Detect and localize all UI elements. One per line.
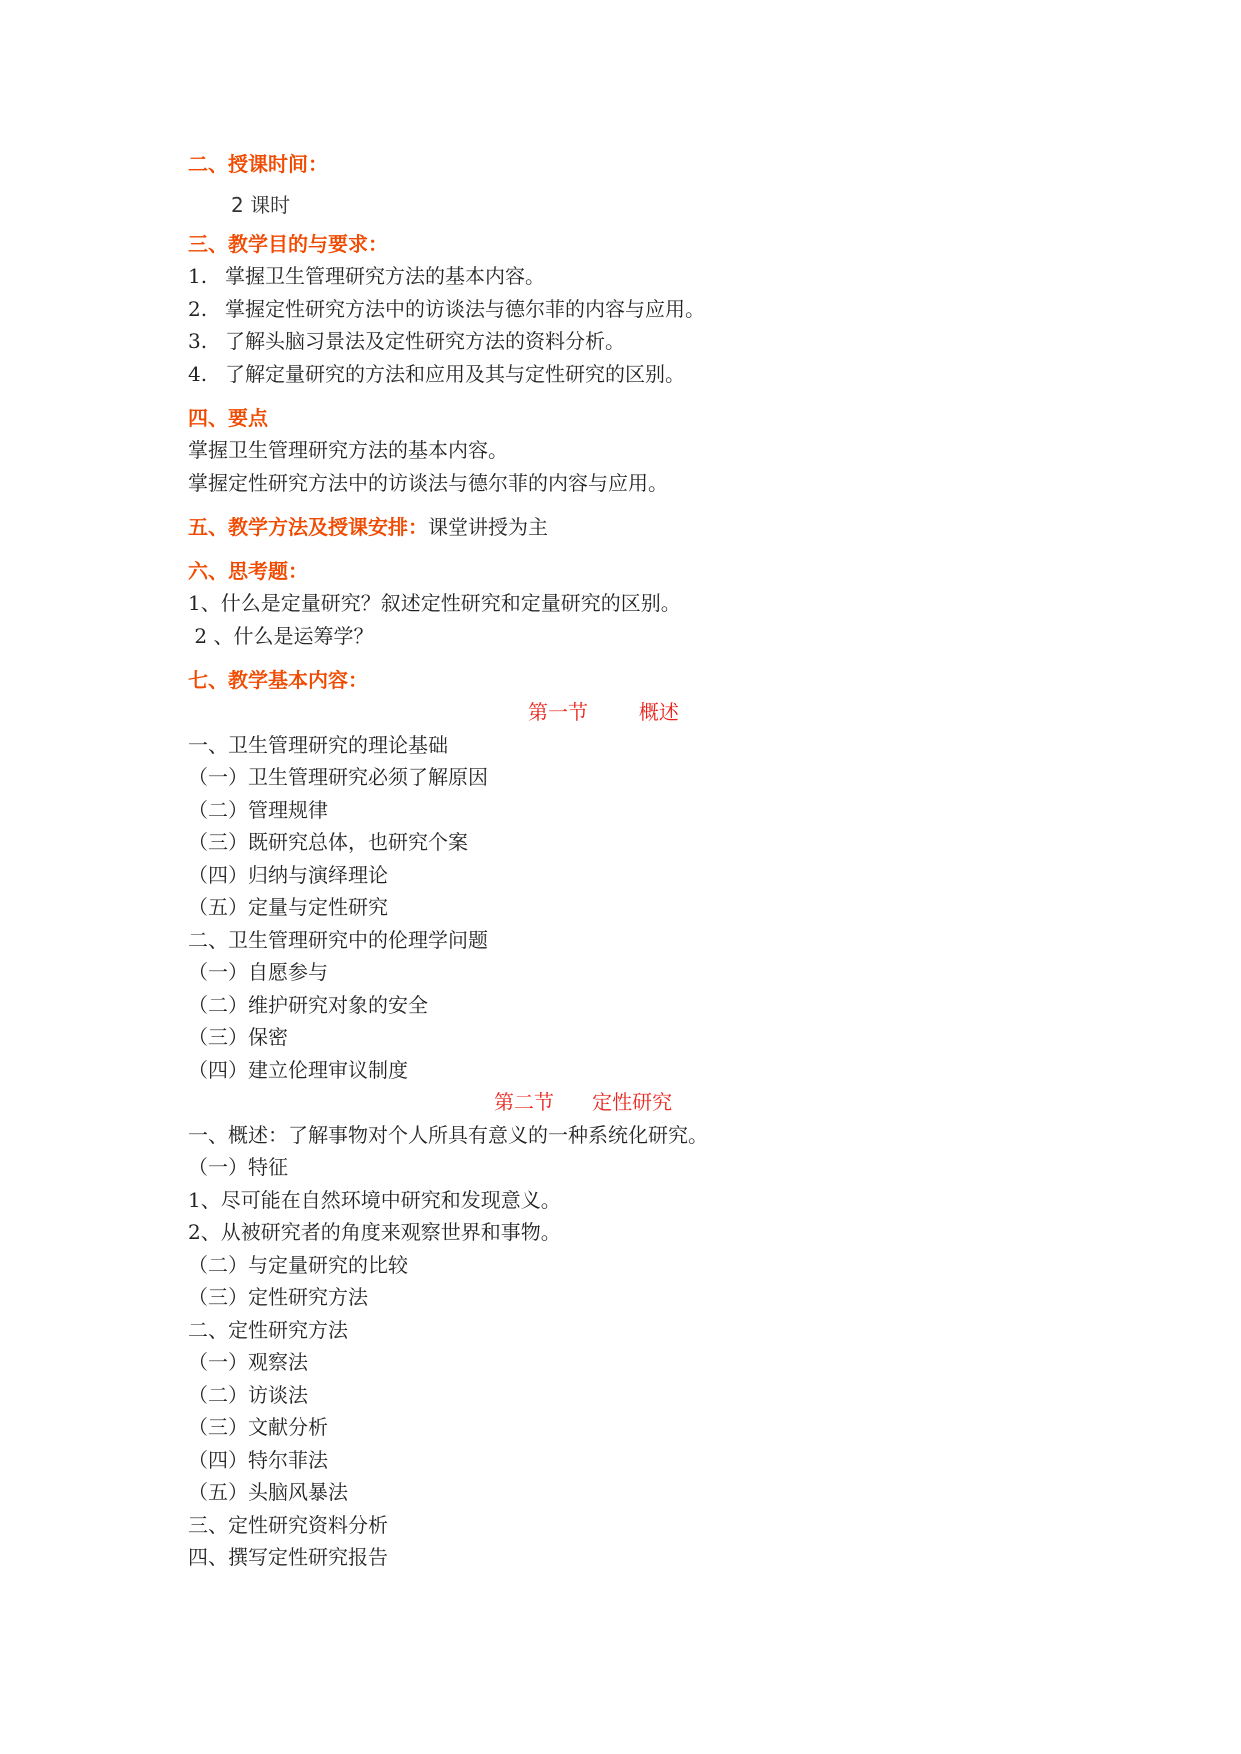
content-line: （五）定量与定性研究: [188, 895, 388, 919]
objective-item: [188, 260, 1088, 293]
heading-teaching-time: 二、授课时间：: [188, 152, 328, 176]
key-point: 掌握定性研究方法中的访谈法与德尔菲的内容与应用。: [188, 470, 668, 495]
section-1-content: [188, 729, 1088, 1087]
content-line: （三）定性研究方法: [188, 1285, 368, 1309]
heading-method: [188, 511, 1088, 543]
heading-content: 七、教学基本内容：: [188, 668, 368, 692]
objective-text: 掌握卫生管理研究方法的基本内容。: [225, 264, 545, 288]
objective-item: [188, 325, 1088, 358]
section-2-title: 第二节 定性研究: [494, 1090, 673, 1114]
content-line: （一）特征: [188, 1155, 288, 1179]
heading-questions: 六、思考题：: [188, 559, 308, 583]
hours-text: 2 课时: [231, 193, 291, 217]
section-2-content: [188, 1119, 1088, 1574]
objective-item: [188, 358, 1088, 391]
question-item: 1、什么是定量研究？叙述定性研究和定量研究的区别。: [188, 591, 681, 615]
content-line: （四）特尔菲法: [188, 1447, 328, 1472]
key-point: 掌握卫生管理研究方法的基本内容。: [188, 438, 508, 462]
content-line: 三、定性研究资料分析: [188, 1512, 388, 1537]
document-page: [188, 148, 1088, 1574]
objective-text: 掌握定性研究方法中的访谈法与德尔菲的内容与应用。: [225, 296, 705, 321]
content-line: （二）维护研究对象的安全: [188, 992, 428, 1017]
content-line: （二）访谈法: [188, 1382, 308, 1407]
content-line: （一）观察法: [188, 1350, 308, 1374]
objective-number: 4.: [188, 361, 208, 386]
objective-number: 1.: [188, 264, 208, 288]
heading-method-label: 五、教学方法及授课安排：: [188, 515, 428, 539]
content-line: （三）文献分析: [188, 1415, 328, 1439]
objective-text: 了解定量研究的方法和应用及其与定性研究的区别。: [225, 361, 685, 386]
objectives-list: [188, 260, 1088, 390]
content-line: （一）自愿参与: [188, 960, 328, 984]
content-line: 四、撰写定性研究报告: [188, 1545, 388, 1569]
content-line: （三）既研究总体，也研究个案: [188, 830, 468, 854]
objective-number: 3.: [188, 329, 208, 353]
heading-objectives: 三、教学目的与要求：: [188, 232, 388, 256]
content-line: （四）归纳与演绎理论: [188, 862, 388, 887]
content-line: 1、尽可能在自然环境中研究和发现意义。: [188, 1187, 561, 1212]
objective-item: [188, 293, 1088, 326]
objective-number: 2.: [188, 296, 208, 321]
section-1-title: 第一节 概述: [528, 700, 679, 724]
content-line: 2、从被研究者的角度来观察世界和事物。: [188, 1220, 561, 1244]
content-line: （一）卫生管理研究必须了解原因: [188, 765, 488, 789]
question-item: 2 、什么是运筹学？: [188, 623, 374, 648]
content-line: （二）与定量研究的比较: [188, 1252, 408, 1277]
content-line: 二、定性研究方法: [188, 1317, 348, 1342]
content-line: （三）保密: [188, 1025, 288, 1049]
content-line: 二、卫生管理研究中的伦理学问题: [188, 927, 488, 952]
content-line: （五）头脑风暴法: [188, 1480, 348, 1504]
content-line: 一、卫生管理研究的理论基础: [188, 732, 448, 757]
objective-text: 了解头脑习景法及定性研究方法的资料分析。: [225, 329, 625, 353]
content-line: 一、概述：了解事物对个人所具有意义的一种系统化研究。: [188, 1122, 708, 1147]
method-text: 课堂讲授为主: [428, 515, 548, 539]
content-line: （二）管理规律: [188, 797, 328, 822]
content-line: （四）建立伦理审议制度: [188, 1057, 408, 1082]
heading-key-points: 四、要点: [188, 406, 268, 430]
